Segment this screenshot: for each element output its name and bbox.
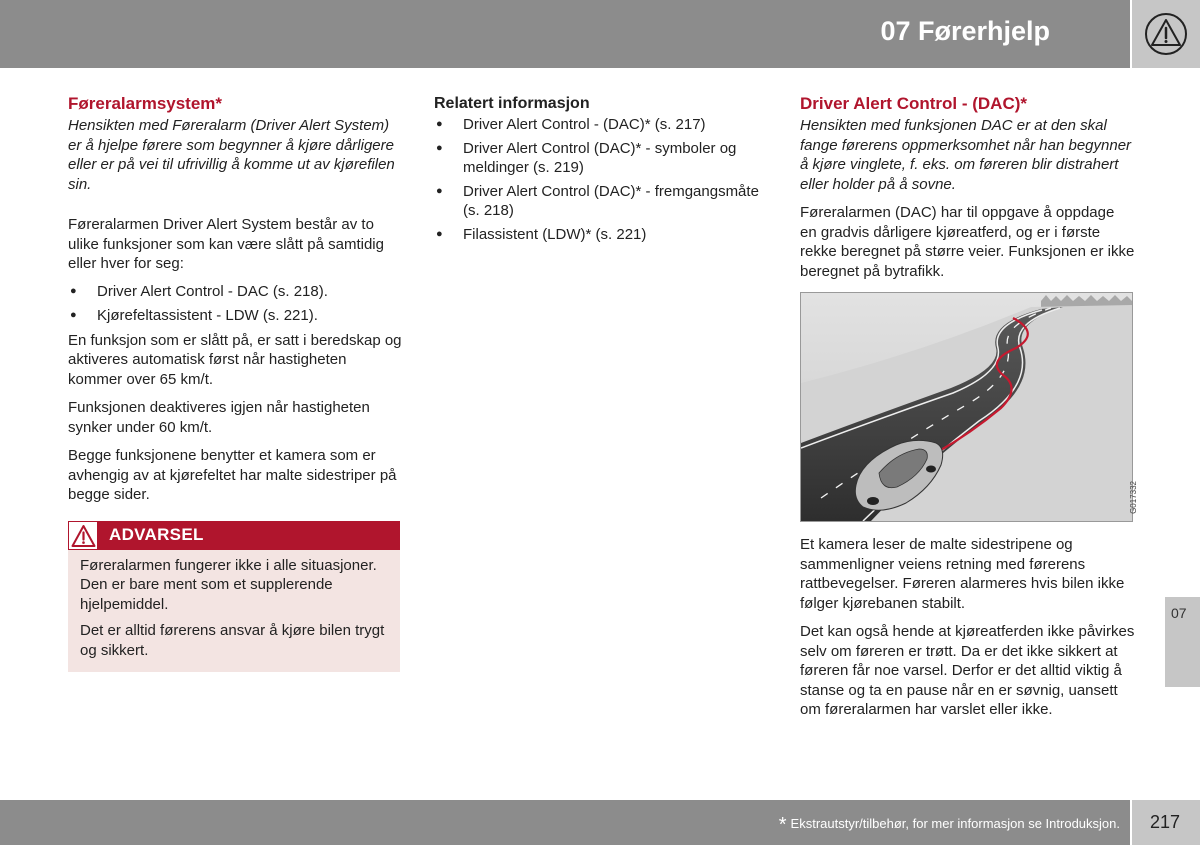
footer-bar — [0, 800, 1130, 845]
footer-note-text: Ekstrautstyr/tilbehør, for mer informasjon se Introduksjon. — [790, 816, 1120, 831]
figure-code: G017332 — [1129, 481, 1138, 514]
paragraph: En funksjon som er slått på, er satt i beredskap og aktiveres automatisk først når hastigheten kommer over 65 km/t. — [68, 331, 402, 388]
paragraph: Et kamera leser de malte sidestripene og sammenligner veiens retning med førerens rattbevegelser. Føreren alarmeres hvis bilen ikke følger kjørebanen stabilt. — [800, 536, 1125, 612]
intro-text: Hensikten med funksjonen DAC er at den skal fange førerens oppmerksomhet når han begynner å kjøre vinglete, f. eks. om føreren blir distrahert eller holder på å sovne. — [800, 117, 1132, 193]
related-link[interactable]: ● Driver Alert Control - (DAC)* (s. 217) — [434, 115, 769, 135]
list-item: ● Driver Alert Control - DAC (s. 218). — [68, 282, 403, 302]
chapter-side-tab-label: 07 — [1171, 605, 1187, 621]
paragraph: Føreralarmen Driver Alert System består av to ulike funksjoner som kan være slått på samtidig eller hver for seg: — [68, 216, 384, 272]
paragraph: Det kan også hende at kjøreatferden ikke påvirkes selv om føreren er trøtt. Da er det ikke sikkert at føreren får noe varsel. Derfor er det alltid viktig å stanse og ta en pause når en er søvnig, uansett om føreralarmen har varslet eller ikke. — [800, 623, 1135, 718]
column-right — [800, 93, 1138, 720]
related-info-title: Relatert informasjon — [434, 95, 590, 112]
related-link[interactable]: ● Filassistent (LDW)* (s. 221) — [434, 225, 769, 245]
warning-text: Føreralarmen fungerer ikke i alle situasjoner. Den er bare ment som et supplerende hjelpemiddel. — [80, 556, 377, 613]
header-icon-box — [1132, 0, 1200, 68]
warning-icon-box — [68, 521, 98, 550]
warning-triangle-icon — [71, 524, 96, 548]
paragraph: Begge funksjonene benytter et kamera som er avhengig av at kjørefeltet har malte sidestriper på begge sider. — [68, 447, 397, 503]
page-number: 217 — [1150, 812, 1181, 832]
page-number-box — [1132, 800, 1200, 845]
section-title-dac: Driver Alert Control - (DAC)* — [800, 94, 1027, 113]
intro-text: Hensikten med Føreralarm (Driver Alert System) er å hjelpe førere som begynner å kjøre dårligere eller er på vei til ufrivillig å komme ut av kjørefilen sin. — [68, 117, 395, 193]
related-link[interactable]: ● Driver Alert Control (DAC)* - fremgangsmåte (s. 218) — [434, 182, 769, 221]
warning-title: ADVARSEL — [109, 524, 204, 544]
header-bar — [0, 0, 1130, 68]
warning-header — [68, 521, 400, 550]
section-title-driver-alert-system: Føreralarmsystem* — [68, 94, 223, 113]
related-links-list — [434, 115, 769, 244]
warning-body — [68, 550, 400, 673]
road-car-drawing — [801, 293, 1132, 521]
warning-text: Det er alltid førerens ansvar å kjøre bilen trygt og sikkert. — [80, 622, 385, 659]
dac-illustration — [800, 292, 1138, 522]
function-list — [68, 282, 403, 326]
list-item: ● Kjørefeltassistent - LDW (s. 221). — [68, 306, 403, 326]
warning-triangle-icon — [1144, 12, 1188, 56]
column-left — [68, 93, 403, 672]
paragraph: Funksjonen deaktiveres igjen når hastigheten synker under 60 km/t. — [68, 399, 370, 436]
paragraph: Føreralarmen (DAC) har til oppgave å oppdage en gradvis dårligere kjøreatferd, og er i første rekke beregnet på større veier. Funksjonen er ikke beregnet på bytrafikk. — [800, 204, 1135, 280]
column-middle — [434, 93, 769, 248]
footnote-star: * — [778, 814, 787, 836]
chapter-title: 07 Førerhjelp — [880, 16, 1050, 46]
related-link[interactable]: ● Driver Alert Control (DAC)* - symboler og meldinger (s. 219) — [434, 139, 769, 178]
chapter-side-tab — [1165, 597, 1200, 687]
footer-note — [779, 814, 1120, 837]
warning-box — [68, 521, 400, 673]
